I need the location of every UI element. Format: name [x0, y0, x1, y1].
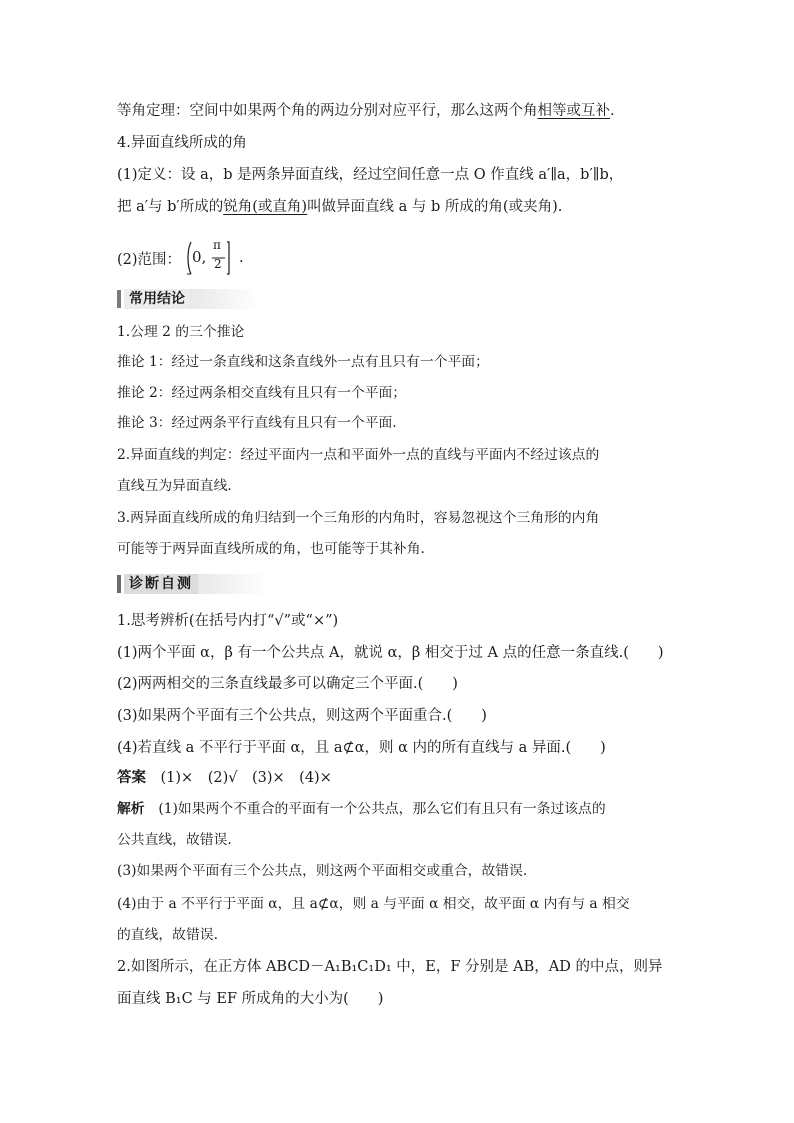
conclusions-title: 常用结论	[124, 289, 190, 309]
range-end: .	[239, 250, 244, 266]
answer-line	[117, 768, 332, 788]
analysis-line: (3)如果两个平面有三个公共点，则这两个平面相交或重合，故错误.	[117, 863, 528, 879]
conclusion-item: 推论 3：经过两条平行直线有且只有一个平面.	[117, 415, 397, 431]
definition-underlined-answer: 锐角(或直角)	[223, 199, 308, 215]
question-1-item: (1)两个平面 α，β 有一个公共点 A，就说 α，β 相交于过 A 点的任意一条直线.( )	[117, 645, 664, 661]
question-2-line-1: 2.如图所示，在正方体 ABCD－A₁B₁C₁D₁ 中，E，F 分别是 AB，AD 的中点，则异	[117, 959, 663, 975]
conclusion-item: 可能等于两异面直线所成的角，也可能等于其补角.	[117, 541, 425, 557]
heading-skew-angle: 4.异面直线所成的角	[117, 135, 247, 151]
equal-angle-theorem: 等角定理：空间中如果两个角的两边分别对应平行，那么这两个角相等或互补.	[117, 103, 615, 119]
question-1-title: 1.思考辨析(在括号内打“√”或“×”)	[117, 613, 339, 629]
analysis-line: 的直线，故错误.	[117, 927, 218, 943]
header-fade	[198, 574, 268, 594]
conclusion-item: 直线互为异面直线.	[117, 478, 232, 494]
question-2-line-2: 面直线 B₁C 与 EF 所成角的大小为( )	[117, 991, 384, 1007]
answer-text: (1)× (2)√ (3)× (4)×	[160, 770, 332, 786]
definition-line-2: 把 a′与 b′所成的锐角(或直角)叫做异面直线 a 与 b 所成的角(或夹角).	[117, 199, 563, 215]
question-1-item: (2)两两相交的三条直线最多可以确定三个平面.( )	[117, 676, 458, 692]
header-fade	[190, 289, 260, 309]
conclusion-item: 3.两异面直线所成的角归结到一个三角形的内角时，容易忽视这个三角形的内角	[117, 510, 600, 526]
theorem-underlined-answer: 相等或互补	[537, 103, 610, 119]
definition-line-1: (1)定义：设 a，b 是两条异面直线，经过空间任意一点 O 作直线 a′∥a，b′∥b，	[117, 167, 624, 183]
question-1-item: (4)若直线 a 不平行于平面 α，且 a⊄α，则 α 内的所有直线与 a 异面.( )	[117, 740, 606, 756]
range-two: 2	[214, 257, 222, 271]
range-pi: π	[213, 238, 221, 252]
conclusion-item: 推论 2：经过两条相交直线有且只有一个平面；	[117, 385, 407, 401]
conclusions-header	[117, 289, 260, 309]
range-zero: 0,	[192, 248, 207, 266]
conclusion-item: 2.异面直线的判定：经过平面内一点和平面外一点的直线与平面内不经过该点的	[117, 447, 600, 463]
self-test-header	[117, 574, 268, 594]
range-label: (2)范围：	[117, 251, 182, 268]
answer-label: 答案	[117, 770, 146, 786]
analysis-line: (4)由于 a 不平行于平面 α，且 a⊄α，则 a 与平面 α 相交，故平面 α 内有与 a 相交	[117, 896, 630, 912]
analysis-label: 解析	[117, 801, 145, 817]
question-1-item: (3)如果两个平面有三个公共点，则这两个平面重合.( )	[117, 708, 487, 724]
conclusion-item: 推论 1：经过一条直线和这条直线外一点有且只有一个平面；	[117, 354, 489, 370]
header-bar	[117, 575, 121, 593]
analysis-line: 公共直线，故错误.	[117, 832, 232, 848]
header-bar	[117, 290, 121, 308]
range-interval	[183, 240, 239, 276]
analysis-line: 解析 (1)如果两个不重合的平面有一个公共点，那么它们有且只有一条过该点的	[117, 801, 606, 817]
conclusion-item: 1.公理 2 的三个推论	[117, 324, 245, 340]
self-test-title: 诊断自测	[124, 574, 198, 594]
range-line	[117, 238, 244, 278]
